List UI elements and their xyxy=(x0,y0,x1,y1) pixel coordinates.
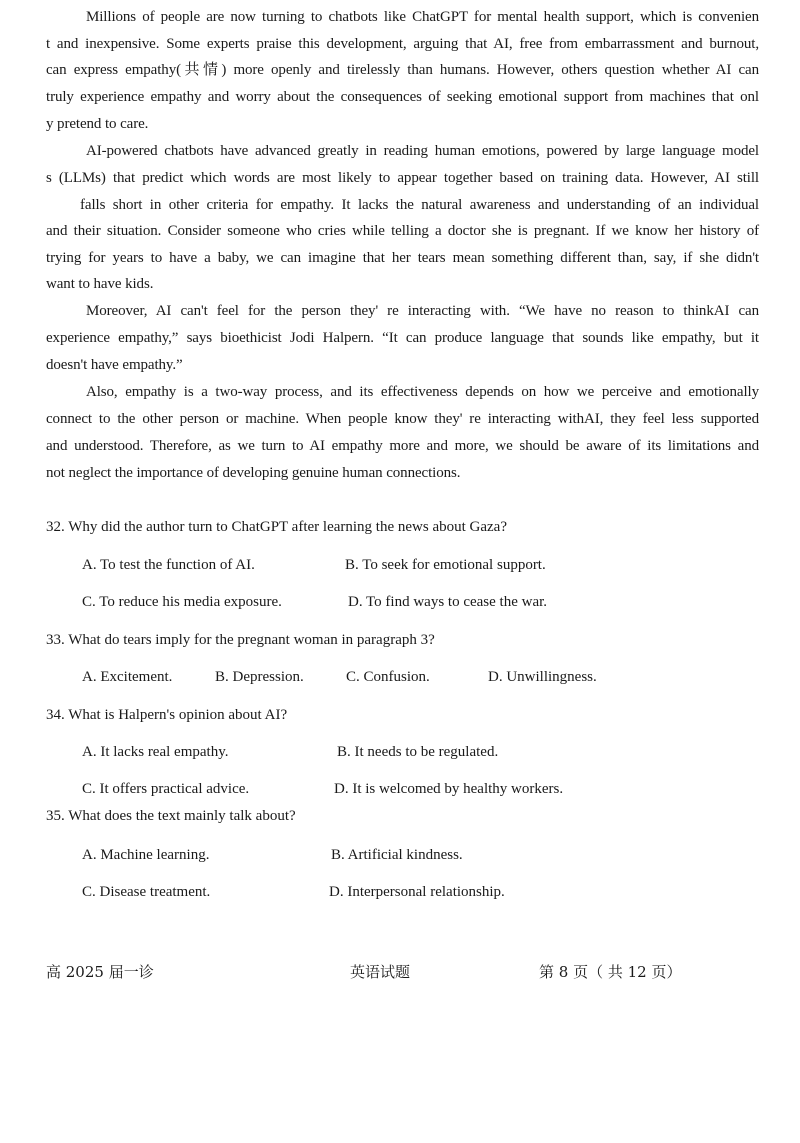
passage-line: t and inexpensive. Some experts praise this development, arguing that AI, free from embarrassment and burnout, xyxy=(46,36,759,52)
question-stem: 35. What does the text mainly talk about? xyxy=(46,808,296,824)
passage-line: and their situation. Consider someone who cries while telling a doctor she is pregnant. If we know her history of xyxy=(46,223,759,239)
option-a[interactable]: A. Excitement. xyxy=(82,669,173,685)
question-stem: 34. What is Halpern's opinion about AI? xyxy=(46,707,288,723)
passage-line: truly experience empathy and worry about the consequences of seeking emotional support from machines that onl xyxy=(46,89,759,105)
passage-line: can express empathy(共情) more openly and tirelessly than humans. However, others question whether AI can xyxy=(46,62,759,78)
passage-line: Also, empathy is a two-way process, and its effectiveness depends on how we perceive and emotionally xyxy=(86,384,759,400)
option-d[interactable]: D. Unwillingness. xyxy=(488,669,597,685)
option-a[interactable]: A. To test the function of AI. xyxy=(82,557,255,573)
option-c[interactable]: C. To reduce his media exposure. xyxy=(82,594,282,610)
option-c[interactable]: C. It offers practical advice. xyxy=(82,781,250,797)
option-a[interactable]: A. Machine learning. xyxy=(82,847,210,863)
footer-exam-name: 高 2025 届一诊 xyxy=(46,963,154,981)
passage-line: s (LLMs) that predict which words are most likely to appear together based on training data. However, AI still xyxy=(46,170,759,186)
question-stem: 32. Why did the author turn to ChatGPT after learning the news about Gaza? xyxy=(46,519,507,535)
passage-line: trying for years to have a baby, we can imagine that her tears mean something different than, say, if she didn't xyxy=(46,250,759,266)
passage-line: falls short in other criteria for empathy. It lacks the natural awareness and understanding of an individual xyxy=(80,197,759,213)
option-a[interactable]: A. It lacks real empathy. xyxy=(82,744,229,760)
passage-line: Moreover, AI can't feel for the person they' re interacting with. “We have no reason to thinkAI can xyxy=(86,303,759,319)
option-c[interactable]: C. Confusion. xyxy=(346,669,430,685)
passage-line: y pretend to care. xyxy=(46,116,149,132)
passage-line: doesn't have empathy.” xyxy=(46,357,183,373)
option-d[interactable]: D. To find ways to cease the war. xyxy=(348,594,548,610)
option-d[interactable]: D. Interpersonal relationship. xyxy=(329,884,505,900)
option-d[interactable]: D. It is welcomed by healthy workers. xyxy=(334,781,564,797)
question-stem: 33. What do tears imply for the pregnant woman in paragraph 3? xyxy=(46,632,435,648)
option-b[interactable]: B. Artificial kindness. xyxy=(331,847,463,863)
option-b[interactable]: B. Depression. xyxy=(215,669,304,685)
footer-subject: 英语试题 xyxy=(350,963,411,981)
option-c[interactable]: C. Disease treatment. xyxy=(82,884,211,900)
footer-page-number: 第 8 页（ 共 12 页） xyxy=(539,963,682,981)
passage-line: Millions of people are now turning to chatbots like ChatGPT for mental health support, which is convenien xyxy=(86,9,759,25)
passage-line: want to have kids. xyxy=(46,276,154,292)
option-b[interactable]: B. It needs to be regulated. xyxy=(337,744,499,760)
option-b[interactable]: B. To seek for emotional support. xyxy=(345,557,546,573)
passage-line: not neglect the importance of developing genuine human connections. xyxy=(46,465,461,481)
passage-line: experience empathy,” says bioethicist Jodi Halpern. “It can produce language that sounds like empathy, but it xyxy=(46,330,759,346)
passage-line: connect to the other person or machine. When people know they' re interacting withAI, they feel less supported xyxy=(46,411,759,427)
passage-line: AI-powered chatbots have advanced greatly in reading human emotions, powered by large language model xyxy=(86,143,759,159)
passage-line: and understood. Therefore, as we turn to AI empathy more and more, we should be aware of its limitations and xyxy=(46,438,759,454)
